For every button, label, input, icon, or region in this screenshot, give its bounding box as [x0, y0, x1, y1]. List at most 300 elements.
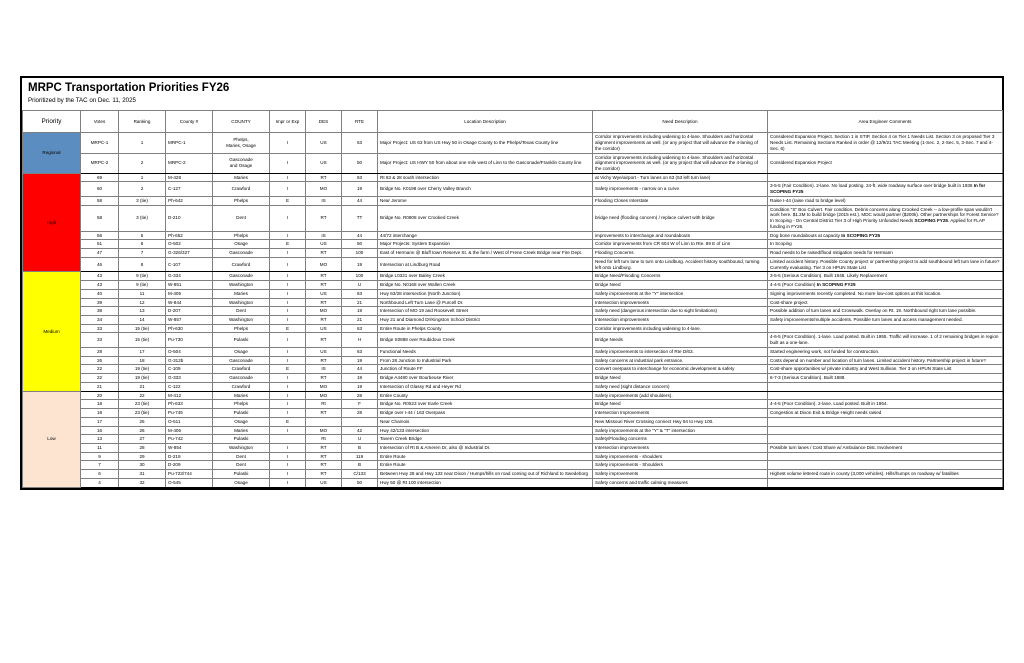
- cell-votes: 69: [81, 173, 119, 182]
- cell-votes: 18: [81, 409, 119, 418]
- cell-votes: 20: [81, 391, 119, 400]
- cell-rte: TT: [342, 205, 378, 231]
- cell-des: MO: [306, 426, 342, 435]
- cell-area-engineer-comments: 4-6-5 (Poor Condition). 1-lane. Load posted. Built in 1955. Traffic will increase. 1 of 2 remaining bridges in region built as a one-lane.: [768, 333, 1003, 347]
- cell-des: MO: [306, 182, 342, 196]
- cell-des: RT: [306, 356, 342, 365]
- cell-votes: 39: [81, 298, 119, 307]
- cell-ranking: 13: [119, 307, 166, 316]
- cell-area-engineer-comments: Started engineering work, not funded for construction.: [768, 347, 1003, 356]
- cell-county-no: O-502: [166, 240, 213, 249]
- cell-county: Phelps, Maries, Osage: [213, 133, 270, 153]
- cell-impr-exp: I: [270, 461, 306, 470]
- cell-des: MO: [306, 391, 342, 400]
- cell-county-no: G-334: [166, 272, 213, 281]
- cell-rte: 44: [342, 365, 378, 374]
- cell-location-description: Hwy 42/133 intersection: [378, 426, 593, 435]
- cell-county: Maries: [213, 426, 270, 435]
- cell-location-description: Intersection of Rt B & Ameren Dr, also @ Industrial Dr.: [378, 443, 593, 452]
- cell-need-description: Corridor improvements including widening to 4-lane. Shoulders and horizontal alignment improvements as well. (or any project that will advance the 4-laning of the corridor): [593, 153, 768, 173]
- cell-need-description: at Vichy Wye/airport - Turn lanes on 63 (53 left turn lane): [593, 173, 768, 182]
- cell-impr-exp: I: [270, 470, 306, 479]
- cell-impr-exp: I: [270, 298, 306, 307]
- cell-county-no: W-844: [166, 298, 213, 307]
- cell-area-engineer-comments: Congestion at Dixon Exit & Bridge Height needs raised: [768, 409, 1003, 418]
- cell-county: Gasconade: [213, 374, 270, 383]
- cell-area-engineer-comments: Highest volume lettered route in county (3,000 vehicles). Hills/humps on roadway w/ fatalities: [768, 470, 1003, 479]
- cell-des: RT: [306, 470, 342, 479]
- table-row: [23, 240, 1003, 249]
- cell-need-description: Bridge Need: [593, 281, 768, 290]
- priority-group-regional: Regional: [23, 133, 81, 173]
- cell-area-engineer-comments: 3-5-5 (Fair Condition). 2-lane. No load posting. 24-ft. wide roadway surface over bridge built in 1936 In for SCOPING FY25: [768, 182, 1003, 196]
- cell-location-description: Major Project: US HWY 50 from about one mile west of Linn to the Gasconade/Franklin County line: [378, 153, 593, 173]
- cell-location-description: Rt 63 & 28 south intersection: [378, 173, 593, 182]
- cell-votes: 51: [81, 240, 119, 249]
- table-row: [23, 272, 1003, 281]
- cell-votes: 9: [81, 452, 119, 461]
- cell-rte: 28: [342, 391, 378, 400]
- page-subtitle: Prioritized by the TAC on Dec. 11, 2025: [28, 97, 136, 105]
- cell-des: MO: [306, 257, 342, 271]
- cell-rte: 21: [342, 315, 378, 324]
- cell-area-engineer-comments: Road needs to be raised/flood mitigation needs for Hermann: [768, 249, 1003, 258]
- cell-des: RT: [306, 452, 342, 461]
- cell-county: Dent: [213, 307, 270, 316]
- cell-impr-exp: I: [270, 356, 306, 365]
- cell-impr-exp: I: [270, 400, 306, 409]
- cell-location-description: Bridge No. R0808 over Crooked Creek: [378, 205, 593, 231]
- col-header-votes: Votes: [81, 111, 119, 133]
- cell-des: US: [306, 478, 342, 487]
- cell-rte: B: [342, 461, 378, 470]
- cell-ranking: 1: [119, 173, 166, 182]
- cell-need-description: Bridge Needs: [593, 333, 768, 347]
- cell-county: Phelps: [213, 196, 270, 205]
- table-row: [23, 315, 1003, 324]
- cell-county: Crawford: [213, 382, 270, 391]
- col-header-location-description: Location Description: [378, 111, 593, 133]
- cell-county-no: W-851: [166, 281, 213, 290]
- cell-des: US: [306, 133, 342, 153]
- cell-location-description: Hwy 21 and Diamond Dr/Kingston School District: [378, 315, 593, 324]
- cell-impr-exp: I: [270, 231, 306, 240]
- cell-area-engineer-comments: [768, 382, 1003, 391]
- table-row: [23, 298, 1003, 307]
- cell-impr-exp: I: [270, 409, 306, 418]
- table-row: [23, 249, 1003, 258]
- cell-impr-exp: I: [270, 391, 306, 400]
- table-row: [23, 281, 1003, 290]
- cell-votes: 33: [81, 324, 119, 333]
- cell-votes: 4: [81, 478, 119, 487]
- cell-ranking: 15 (tie): [119, 324, 166, 333]
- cell-area-engineer-comments: 3-5-5 (Serious Condition). Built 1948. Likely Replacement: [768, 272, 1003, 281]
- cell-rte: 100: [342, 249, 378, 258]
- cell-location-description: East of Hermann @ Bluff town Reserve St. & the farm / West of Frene Creek Bridge near Fire Dept.: [378, 249, 593, 258]
- spreadsheet-container: [20, 76, 1004, 490]
- cell-county-no: G-333: [166, 374, 213, 383]
- cell-county-no: D-219: [166, 452, 213, 461]
- cell-rte: C/133: [342, 470, 378, 479]
- cell-impr-exp: I: [270, 347, 306, 356]
- cell-ranking: 28: [119, 443, 166, 452]
- cell-rte: 44: [342, 196, 378, 205]
- cell-county: Crawford: [213, 257, 270, 271]
- cell-ranking: 12: [119, 298, 166, 307]
- cell-county: Gasconade: [213, 272, 270, 281]
- cell-ranking: 9 (tie): [119, 281, 166, 290]
- cell-votes: 7: [81, 461, 119, 470]
- cell-county: Washington: [213, 443, 270, 452]
- cell-location-description: Between Hwy 28 and Hwy 133 near Dixon / Humps/hills on road coming out of Richland to Swedeborg: [378, 470, 593, 479]
- cell-area-engineer-comments: Considered Expansion Project: [768, 153, 1003, 173]
- cell-ranking: 17: [119, 347, 166, 356]
- table-row: [23, 409, 1003, 418]
- col-header-ranking: Ranking: [119, 111, 166, 133]
- table-row: [23, 426, 1003, 435]
- table-row: [23, 257, 1003, 271]
- cell-rte: 50: [342, 240, 378, 249]
- cell-area-engineer-comments: 4-4-5 (Poor Condition) In SCOPING FY25: [768, 281, 1003, 290]
- cell-votes: 13: [81, 435, 119, 444]
- cell-ranking: 1: [119, 133, 166, 153]
- title-block: [22, 78, 1002, 106]
- cell-votes: 58: [81, 205, 119, 231]
- cell-need-description: Intersection Improvements: [593, 409, 768, 418]
- cell-votes: 43: [81, 272, 119, 281]
- cell-county-no: M-428: [166, 173, 213, 182]
- priority-group-high: High: [23, 173, 81, 272]
- table-row: [23, 324, 1003, 333]
- cell-area-engineer-comments: [768, 461, 1003, 470]
- cell-location-description: Major Project: US 63 from US Hwy 50 in Osage County to the Phelps/Texas County line: [378, 133, 593, 153]
- cell-rte: 63: [342, 324, 378, 333]
- cell-need-description: Safety improvements: [593, 470, 768, 479]
- cell-impr-exp: I: [270, 452, 306, 461]
- cell-ranking: 27: [119, 435, 166, 444]
- cell-area-engineer-comments: Signing improvements recently completed. No more low-cost options at this location.: [768, 289, 1003, 298]
- cell-county-no: D-209: [166, 461, 213, 470]
- table-row: [23, 461, 1003, 470]
- cell-ranking: 31: [119, 470, 166, 479]
- cell-ranking: 19 (tie): [119, 374, 166, 383]
- cell-need-description: Safety improvements at the "Y" & "T" intersection: [593, 426, 768, 435]
- cell-county-no: O-545: [166, 478, 213, 487]
- cell-location-description: Bridge L0321 over Bailey Creek: [378, 272, 593, 281]
- cell-rte: H: [342, 333, 378, 347]
- cell-votes: 34: [81, 315, 119, 324]
- table-row: [23, 289, 1003, 298]
- cell-need-description: Corridor improvements including widening to 4-lane.: [593, 324, 768, 333]
- cell-rte: 50: [342, 153, 378, 173]
- cell-county: Maries: [213, 173, 270, 182]
- header-row: [23, 111, 1003, 133]
- cell-location-description: Intersection at Lindburg Road: [378, 257, 593, 271]
- cell-county: Osage: [213, 240, 270, 249]
- cell-rte: 19: [342, 356, 378, 365]
- cell-ranking: 8: [119, 257, 166, 271]
- table-row: [23, 417, 1003, 426]
- cell-area-engineer-comments: [768, 391, 1003, 400]
- cell-county: Crawford: [213, 182, 270, 196]
- cell-des: RT: [306, 409, 342, 418]
- cell-rte: 44: [342, 231, 378, 240]
- cell-rte: 19: [342, 374, 378, 383]
- cell-need-description: Intersection improvements: [593, 315, 768, 324]
- cell-location-description: Entire Route: [378, 461, 593, 470]
- cell-impr-exp: I: [270, 257, 306, 271]
- cell-area-engineer-comments: [768, 173, 1003, 182]
- cell-county-no: Pu-742: [166, 435, 213, 444]
- cell-area-engineer-comments: Raise I-44 (raise road to bridge level): [768, 196, 1003, 205]
- cell-rte: 63: [342, 289, 378, 298]
- cell-need-description: New Missouri River Crossing connect Hwy 94 to Hwy 100.: [593, 417, 768, 426]
- cell-county-no: C-127: [166, 182, 213, 196]
- cell-votes: 33: [81, 333, 119, 347]
- cell-impr-exp: E: [270, 365, 306, 374]
- cell-county: Pulaski: [213, 435, 270, 444]
- cell-county: Washington: [213, 281, 270, 290]
- cell-votes: 56: [81, 231, 119, 240]
- table-row: [23, 347, 1003, 356]
- cell-county-no: C-122: [166, 382, 213, 391]
- cell-des: US: [306, 240, 342, 249]
- col-header-need-description: Need Description: [593, 111, 768, 133]
- priority-group-medium: Medium: [23, 272, 81, 391]
- cell-location-description: Bridge No. N0168 over Wallen Creek: [378, 281, 593, 290]
- cell-rte: B: [342, 443, 378, 452]
- cell-des: US: [306, 153, 342, 173]
- cell-des: MO: [306, 307, 342, 316]
- cell-county-no: M-406: [166, 426, 213, 435]
- cell-county-no: Pu-730: [166, 333, 213, 347]
- cell-need-description: Intersection improvements: [593, 443, 768, 452]
- cell-ranking: 22: [119, 391, 166, 400]
- cell-county: Osage: [213, 417, 270, 426]
- cell-need-description: Intersection improvements: [593, 298, 768, 307]
- cell-impr-exp: E: [270, 240, 306, 249]
- cell-area-engineer-comments: [768, 478, 1003, 487]
- cell-area-engineer-comments: Considered Expansion Project. Section 1 in STIP, Section 4 on Tier 1 Needs List. Section 3 on proposed Tier 3 Needs List. Remaining Sections Ranked in order @ 12/9/21 TAC Meeting (1-Sec. 2, 2-Sec. 5, 3-Sec. 7 and 4-Sec. 6): [768, 133, 1003, 153]
- cell-county-no: D-207: [166, 307, 213, 316]
- cell-county: Osage: [213, 478, 270, 487]
- table-row: [23, 307, 1003, 316]
- cell-des: IS: [306, 231, 342, 240]
- cell-need-description: Safety improvements - narrow on a curve: [593, 182, 768, 196]
- table-header: [23, 111, 1003, 133]
- cell-county-no: Ph-630: [166, 324, 213, 333]
- cell-ranking: 30: [119, 461, 166, 470]
- cell-impr-exp: I: [270, 382, 306, 391]
- cell-impr-exp: I: [270, 289, 306, 298]
- cell-area-engineer-comments: [768, 324, 1003, 333]
- cell-votes: 46: [81, 257, 119, 271]
- cell-ranking: 25: [119, 417, 166, 426]
- cell-need-description: Bridge Need: [593, 400, 768, 409]
- cell-des: RT: [306, 272, 342, 281]
- cell-impr-exp: I: [270, 374, 306, 383]
- cell-impr-exp: I: [270, 173, 306, 182]
- cell-rte: 19: [342, 182, 378, 196]
- cell-des: US: [306, 289, 342, 298]
- cell-location-description: Hwy 63/28 intersection (North Junction): [378, 289, 593, 298]
- table-row: [23, 400, 1003, 409]
- cell-impr-exp: I: [270, 478, 306, 487]
- cell-need-description: improvements to interchange and roundabouts: [593, 231, 768, 240]
- cell-votes: 40: [81, 289, 119, 298]
- cell-ranking: 15 (tie): [119, 333, 166, 347]
- table-row: [23, 365, 1003, 374]
- cell-county-no: MRPC-1: [166, 133, 213, 153]
- cell-need-description: Safety improvements at the "Y" intersection: [593, 289, 768, 298]
- cell-ranking: 32: [119, 478, 166, 487]
- cell-ranking: 26: [119, 426, 166, 435]
- cell-des: RT: [306, 333, 342, 347]
- cell-impr-exp: E: [270, 417, 306, 426]
- table-row: [23, 133, 1003, 153]
- cell-area-engineer-comments: 6-7-3 (Serious Condition). Built 1988.: [768, 374, 1003, 383]
- cell-county-no: M-412: [166, 391, 213, 400]
- col-header-des: DES: [306, 111, 342, 133]
- cell-votes: 18: [81, 400, 119, 409]
- cell-county: Pulaski: [213, 333, 270, 347]
- cell-county-no: M-405: [166, 289, 213, 298]
- cell-location-description: Northbound Left Turn Lane @ Purcell Dr.: [378, 298, 593, 307]
- cell-rte: [342, 417, 378, 426]
- cell-county: Gasconade: [213, 249, 270, 258]
- cell-need-description: Flooding Concerns: [593, 249, 768, 258]
- cell-need-description: Safety/Flooding concerns: [593, 435, 768, 444]
- cell-area-engineer-comments: 4-4-5 (Poor Condition). 2-lane. Load posted. Built in 1964.: [768, 400, 1003, 409]
- cell-county-no: C-109: [166, 365, 213, 374]
- cell-location-description: Bridge No. R0523 over Earle Creek: [378, 400, 593, 409]
- cell-county-no: Pu-723/744: [166, 470, 213, 479]
- cell-area-engineer-comments: [768, 435, 1003, 444]
- cell-ranking: 11: [119, 289, 166, 298]
- cell-ranking: 2: [119, 182, 166, 196]
- cell-des: [306, 417, 342, 426]
- cell-votes: 11: [81, 443, 119, 452]
- cell-rte: U: [342, 435, 378, 444]
- cell-location-description: Intersection of Glassy Rd and Heyer Rd: [378, 382, 593, 391]
- cell-votes: 47: [81, 249, 119, 258]
- cell-area-engineer-comments: Cost-share project: [768, 298, 1003, 307]
- cell-location-description: Junction of Route FF: [378, 365, 593, 374]
- cell-ranking: 9 (tie): [119, 272, 166, 281]
- cell-impr-exp: I: [270, 281, 306, 290]
- cell-ranking: 29: [119, 452, 166, 461]
- table-row: [23, 391, 1003, 400]
- cell-des: RT: [306, 461, 342, 470]
- cell-county: Crawford: [213, 365, 270, 374]
- col-header-impr-exp: Impr or Exp: [270, 111, 306, 133]
- cell-ranking: 3 (tie): [119, 196, 166, 205]
- cell-area-engineer-comments: Cost-share opportunities w/ private industry and West Sullivan. Tier 3 on HPUN State List: [768, 365, 1003, 374]
- cell-location-description: 44/72 interchange: [378, 231, 593, 240]
- cell-county-no: MRPC-2: [166, 153, 213, 173]
- cell-need-description: bridge need (flooding concern) / replace culvert with bridge: [593, 205, 768, 231]
- cell-votes: 17: [81, 417, 119, 426]
- cell-ranking: 14: [119, 315, 166, 324]
- cell-ranking: 18: [119, 356, 166, 365]
- cell-county: Phelps: [213, 324, 270, 333]
- cell-county: Gasconade and Osage: [213, 153, 270, 173]
- cell-impr-exp: [270, 435, 306, 444]
- cell-impr-exp: I: [270, 307, 306, 316]
- cell-impr-exp: I: [270, 182, 306, 196]
- cell-area-engineer-comments: [768, 417, 1003, 426]
- cell-county-no: Ph-633: [166, 400, 213, 409]
- cell-impr-exp: I: [270, 153, 306, 173]
- cell-impr-exp: I: [270, 205, 306, 231]
- cell-location-description: Functional Needs: [378, 347, 593, 356]
- cell-area-engineer-comments: Possible addition of turn lanes and Crosswalk. Overlay on Rt. 19. Northbound right turn lane possible.: [768, 307, 1003, 316]
- cell-rte: 42: [342, 426, 378, 435]
- cell-area-engineer-comments: Limited accident history. Possible County project or partnership project to add southbound left turn lane in future? Currently evaluating. Tier 3 on HPUN State List: [768, 257, 1003, 271]
- cell-rte: 28: [342, 409, 378, 418]
- table-row: [23, 374, 1003, 383]
- table-row: [23, 382, 1003, 391]
- table-row: [23, 478, 1003, 487]
- cell-votes: 6: [81, 470, 119, 479]
- cell-need-description: Safety improvements (add shoulders).: [593, 391, 768, 400]
- cell-votes: 38: [81, 307, 119, 316]
- cell-county: Phelps: [213, 231, 270, 240]
- cell-rte: 63: [342, 173, 378, 182]
- table-row: [23, 356, 1003, 365]
- cell-county: Gasconade: [213, 356, 270, 365]
- cell-location-description: Hwy 50 @ Rt 100 intersection: [378, 478, 593, 487]
- cell-location-description: Bridge A4480 over Bourbeuse River: [378, 374, 593, 383]
- cell-location-description: Intersection of MO 19 and Roosevelt Street: [378, 307, 593, 316]
- cell-need-description: Safety improvements - shoulders: [593, 452, 768, 461]
- cell-des: IS: [306, 196, 342, 205]
- cell-county-no: Pu-745: [166, 409, 213, 418]
- cell-des: Rt: [306, 400, 342, 409]
- table-row: [23, 153, 1003, 173]
- cell-ranking: 21: [119, 382, 166, 391]
- cell-county: Osage: [213, 347, 270, 356]
- col-header-rte: RTE: [342, 111, 378, 133]
- cell-rte: 19: [342, 257, 378, 271]
- cell-area-engineer-comments: Safety improvements/multiple accidents. Possible turn lanes and access management needed.: [768, 315, 1003, 324]
- table-row: [23, 443, 1003, 452]
- table-row: [23, 182, 1003, 196]
- cell-area-engineer-comments: In Scoping: [768, 240, 1003, 249]
- cell-need-description: Safety need (dangerous intersection due to sight limitations): [593, 307, 768, 316]
- cell-impr-exp: E: [270, 196, 306, 205]
- cell-county-no: G-326/327: [166, 249, 213, 258]
- cell-votes: 60: [81, 182, 119, 196]
- cell-des: RT: [306, 281, 342, 290]
- col-header-priority: Priority: [23, 111, 81, 133]
- cell-votes: 22: [81, 374, 119, 383]
- table-row: [23, 205, 1003, 231]
- cell-ranking: 23 (tie): [119, 400, 166, 409]
- cell-rte: 50: [342, 478, 378, 487]
- cell-county-no: O-511: [166, 417, 213, 426]
- cell-county-no: Ph-652: [166, 231, 213, 240]
- cell-location-description: From 28 Junction to Industrial Park: [378, 356, 593, 365]
- cell-county-no: D-210: [166, 205, 213, 231]
- cell-rte: 19: [342, 307, 378, 316]
- cell-area-engineer-comments: Possible turn lanes / Cost Share w/ Ambulance Dist. Involvement: [768, 443, 1003, 452]
- cell-need-description: Flooding Closes Interstate: [593, 196, 768, 205]
- cell-des: RT: [306, 173, 342, 182]
- cell-county-no: Ph-642: [166, 196, 213, 205]
- cell-votes: MRPC-1: [81, 133, 119, 153]
